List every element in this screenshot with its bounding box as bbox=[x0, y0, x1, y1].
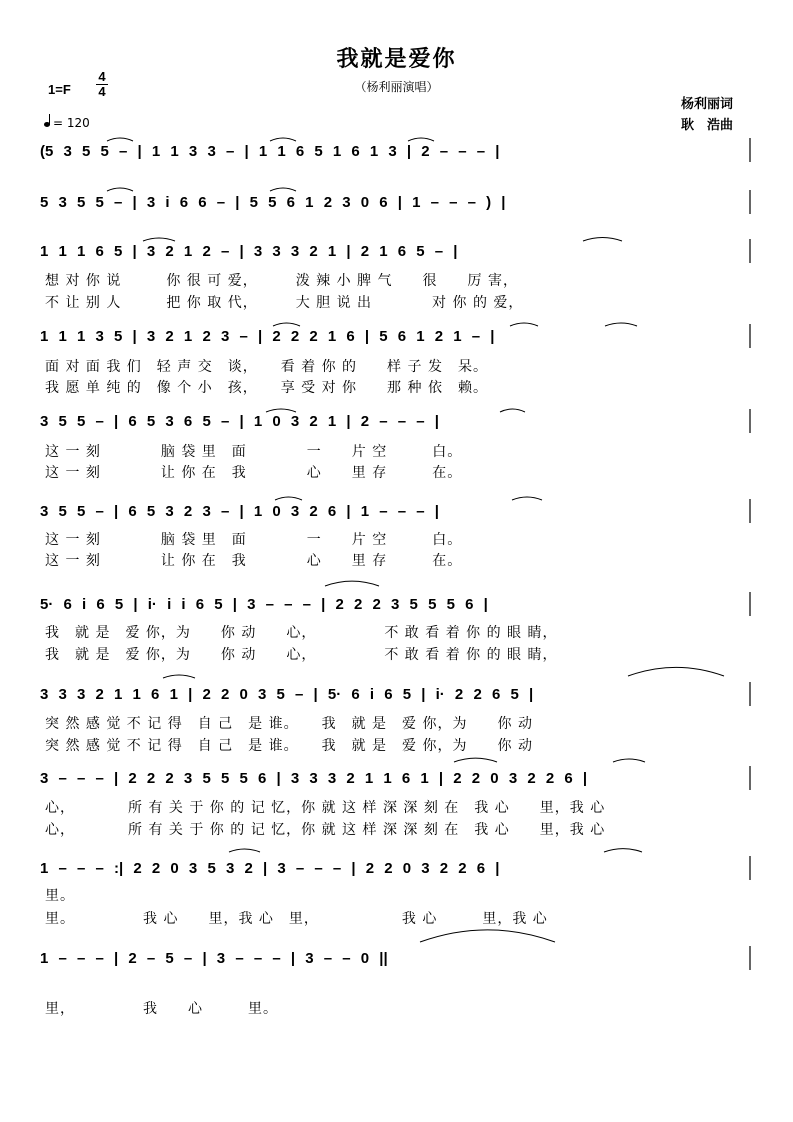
lyric-line: 突 然 感 觉 不 记 得 自 己 是 谁。 我 就 是 爱 你，为 你 动 bbox=[45, 716, 533, 732]
lyric-line: 不 让 别 人 把 你 取 代， 大 胆 说 出 对 你 的 爱， bbox=[45, 295, 524, 311]
slur-arc bbox=[107, 188, 133, 191]
slur-arc bbox=[512, 497, 542, 500]
slur-arc bbox=[500, 409, 525, 412]
lyric-line: 想 对 你 说 你 很 可 爱， 泼 辣 小 脾 气 很 厉 害， bbox=[45, 273, 518, 289]
slur-arc bbox=[628, 667, 724, 676]
lyricist-credit: 杨利丽词 bbox=[681, 97, 734, 112]
slur-arc bbox=[583, 237, 622, 241]
lyric-line: 里， 我 心 里。 bbox=[45, 1001, 278, 1017]
lyric-line: 突 然 感 觉 不 记 得 自 己 是 谁。 我 就 是 爱 你，为 你 动 bbox=[45, 738, 533, 754]
notes-line: 3 – – – | 2 2 2 3 5 5 5 6 | 3 3 3 2 1 1 6 1 | 2 2 0 3 2 2 6 | bbox=[40, 770, 588, 787]
slur-arc bbox=[605, 323, 637, 326]
slur-arc bbox=[613, 759, 645, 762]
tempo-marking bbox=[44, 116, 90, 130]
slur-arc bbox=[420, 930, 555, 942]
notes-line: (5 3 5 5 – | 1 1 3 3 – | 1 1 6 5 1 6 1 3 | 2 – – – | bbox=[40, 143, 500, 160]
lyric-line: 这 一 刻 让 你 在 我 心 里 存 在。 bbox=[45, 553, 463, 569]
slur-arc bbox=[229, 849, 260, 852]
slur-arc bbox=[325, 581, 379, 586]
song-title: 我就是爱你 bbox=[336, 47, 457, 72]
slur-arc bbox=[143, 238, 175, 241]
notes-line: 3 3 3 2 1 1 6 1 | 2 2 0 3 5 – | 5· 6 i 6 5 | i· 2 2 6 5 | bbox=[40, 686, 534, 703]
lyric-line: 这 一 刻 脑 袋 里 面 一 片 空 白。 bbox=[45, 532, 463, 548]
lyric-line: 我 愿 单 纯 的 像 个 小 孩， 享 受 对 你 那 种 依 赖。 bbox=[45, 380, 488, 396]
lyric-line: 面 对 面 我 们 轻 声 交 谈， 看 着 你 的 样 子 发 呆。 bbox=[45, 359, 488, 375]
slur-arc bbox=[273, 323, 300, 326]
slur-arc bbox=[270, 138, 296, 141]
lyric-line: 这 一 刻 脑 袋 里 面 一 片 空 白。 bbox=[45, 444, 463, 460]
composer-credit: 耿 浩曲 bbox=[681, 118, 734, 133]
lyric-line: 我 就 是 爱 你，为 你 动 心， 不 敢 看 着 你 的 眼 睛， bbox=[45, 625, 558, 641]
notes-line: 1 1 1 3 5 | 3 2 1 2 3 – | 2 2 2 1 6 | 5 6 1 2 1 – | bbox=[40, 328, 495, 345]
lyric-line: 这 一 刻 让 你 在 我 心 里 存 在。 bbox=[45, 465, 463, 481]
time-signature bbox=[96, 70, 108, 99]
quarter-note-icon bbox=[44, 122, 50, 127]
slur-arc bbox=[107, 138, 133, 141]
slur-arc bbox=[510, 323, 538, 326]
time-signature-top: 4 bbox=[98, 69, 106, 84]
time-signature-bottom: 4 bbox=[98, 84, 106, 99]
notes-line: 1 1 1 6 5 | 3 2 1 2 – | 3 3 3 2 1 | 2 1 6 5 – | bbox=[40, 243, 458, 260]
notes-line: 5· 6 i 6 5 | i· i i 6 5 | 3 – – – | 2 2 2 3 5 5 5 6 | bbox=[40, 596, 488, 613]
slur-arc bbox=[275, 497, 302, 500]
key-signature: 1=F bbox=[48, 82, 71, 97]
performer-subtitle: （杨利丽演唱） bbox=[354, 80, 439, 94]
notes-line: 1 – – – :| 2 2 0 3 5 3 2 | 3 – – – | 2 2 0 3 2 2 6 | bbox=[40, 860, 500, 877]
lyric-line: 里。 我 心 里，我 心 里， 我 心 里，我 心 bbox=[45, 911, 548, 927]
slur-arc bbox=[604, 849, 642, 852]
notes-line: 5 3 5 5 – | 3 i 6 6 – | 5 5 6 1 2 3 0 6 | 1 – – – ) | bbox=[40, 194, 506, 211]
slur-arc bbox=[454, 758, 497, 762]
slur-arc bbox=[163, 675, 195, 678]
slur-arc bbox=[408, 138, 434, 141]
lyric-line: 我 就 是 爱 你，为 你 动 心， 不 敢 看 着 你 的 眼 睛， bbox=[45, 647, 558, 663]
lyric-line: 里。 bbox=[45, 888, 75, 904]
slur-arc bbox=[266, 409, 296, 412]
tempo-value: = 120 bbox=[53, 116, 90, 130]
slur-arc bbox=[270, 188, 296, 191]
notes-line: 3 5 5 – | 6 5 3 2 3 – | 1 0 3 2 6 | 1 – – – | bbox=[40, 503, 439, 520]
notes-line: 3 5 5 – | 6 5 3 6 5 – | 1 0 3 2 1 | 2 – – – | bbox=[40, 413, 439, 430]
notes-line: 1 – – – | 2 – 5 – | 3 – – – | 3 – – 0 || bbox=[40, 950, 388, 967]
lyric-line: 心， 所 有 关 于 你 的 记 忆，你 就 这 样 深 深 刻 在 我 心 里，我 心 bbox=[45, 800, 606, 816]
lyric-line: 心， 所 有 关 于 你 的 记 忆，你 就 这 样 深 深 刻 在 我 心 里，我 心 bbox=[45, 822, 606, 838]
